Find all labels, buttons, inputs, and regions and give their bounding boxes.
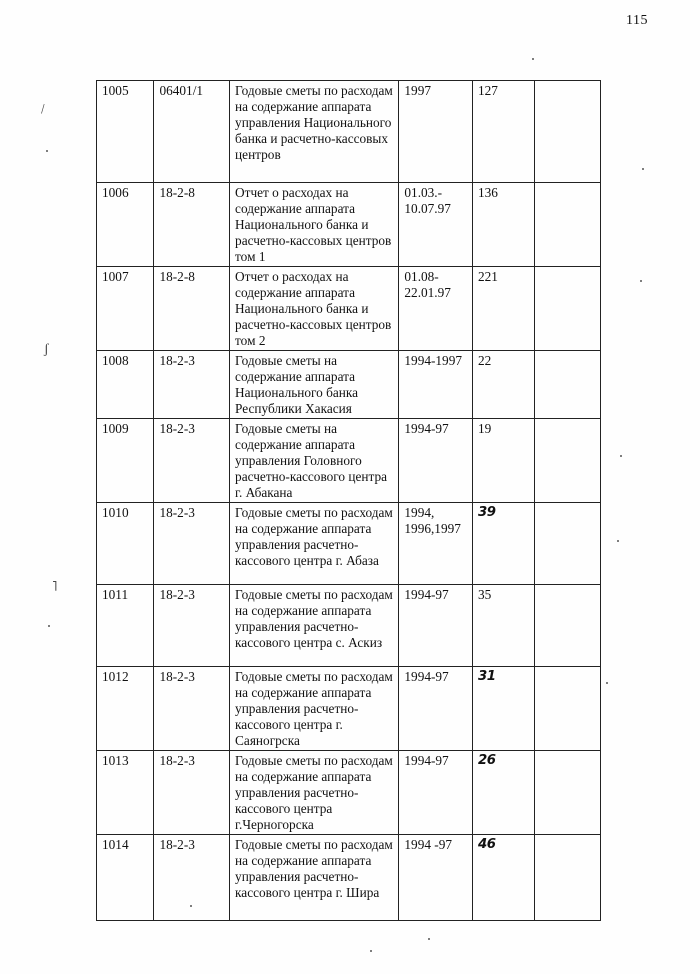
row-title: Годовые сметы по расходам на содержание аппарата управления расчетно-кассового центра г. Шира <box>230 835 399 921</box>
scan-mark: \ <box>36 102 49 117</box>
row-number: 1014 <box>97 835 154 921</box>
table-row <box>97 183 601 267</box>
scan-speck <box>48 625 50 627</box>
row-sheets: 136 <box>472 183 534 267</box>
row-title: Годовые сметы на содержание аппарата Национального банка Республики Хакасия <box>230 351 399 419</box>
row-sheets: 127 <box>472 81 534 183</box>
table-row <box>97 351 601 419</box>
scan-speck <box>428 938 430 940</box>
scan-speck <box>620 455 622 457</box>
row-number: 1012 <box>97 667 154 751</box>
row-dates: 01.03.- 10.07.97 <box>399 183 473 267</box>
row-title: Отчет о расходах на содержание аппарата Национального банка и расчетно-кассовых центров том 1 <box>230 183 399 267</box>
scan-speck <box>640 280 642 282</box>
row-title: Отчет о расходах на содержание аппарата Национального банка и расчетно-кассовых центров том 2 <box>230 267 399 351</box>
row-sheets: 46 <box>472 835 534 921</box>
row-note <box>535 81 601 183</box>
row-title: Годовые сметы по расходам на содержание аппарата управления расчетно-кассового центра с. Аскиз <box>230 585 399 667</box>
row-index-code: 06401/1 <box>154 81 230 183</box>
row-note <box>535 667 601 751</box>
row-dates: 1994, 1996,1997 <box>399 503 473 585</box>
scan-speck <box>642 168 644 170</box>
row-index-code: 18-2-8 <box>154 183 230 267</box>
row-sheets: 26 <box>472 751 534 835</box>
row-number: 1007 <box>97 267 154 351</box>
row-note <box>535 751 601 835</box>
row-dates: 1994-97 <box>399 585 473 667</box>
scan-speck <box>617 540 619 542</box>
row-title: Годовые сметы по расходам на содержание аппарата управления расчетно-кассового центра г.Черногорска <box>230 751 399 835</box>
row-dates: 01.08- 22.01.97 <box>399 267 473 351</box>
table-row <box>97 751 601 835</box>
table-row <box>97 585 601 667</box>
row-note <box>535 183 601 267</box>
row-sheets: 35 <box>472 585 534 667</box>
row-number: 1008 <box>97 351 154 419</box>
table-row <box>97 835 601 921</box>
row-sheets: 19 <box>472 419 534 503</box>
row-title: Годовые сметы по расходам на содержание аппарата управления расчетно-кассового центра г. Абаза <box>230 503 399 585</box>
scan-speck <box>532 58 534 60</box>
table-row <box>97 267 601 351</box>
row-index-code: 18-2-3 <box>154 503 230 585</box>
inventory-table-body <box>97 81 601 921</box>
table-row <box>97 667 601 751</box>
row-number: 1005 <box>97 81 154 183</box>
row-note <box>535 585 601 667</box>
row-note <box>535 351 601 419</box>
row-dates: 1994-1997 <box>399 351 473 419</box>
table-row <box>97 81 601 183</box>
row-index-code: 18-2-3 <box>154 835 230 921</box>
row-sheets: 39 <box>472 503 534 585</box>
inventory-table <box>96 80 601 921</box>
row-note <box>535 267 601 351</box>
scan-speck <box>370 950 372 952</box>
row-dates: 1994 -97 <box>399 835 473 921</box>
row-index-code: 18-2-3 <box>154 751 230 835</box>
row-sheets: 31 <box>472 667 534 751</box>
row-title: Годовые сметы по расходам на содержание аппарата управления расчетно-кассового центра г. Саяногрска <box>230 667 399 751</box>
row-number: 1006 <box>97 183 154 267</box>
row-number: 1011 <box>97 585 154 667</box>
page-number: 115 <box>626 13 648 28</box>
row-title: Годовые сметы на содержание аппарата управления Головного расчетно-кассового центра г. Абакана <box>230 419 399 503</box>
row-index-code: 18-2-3 <box>154 667 230 751</box>
row-dates: 1997 <box>399 81 473 183</box>
row-number: 1009 <box>97 419 154 503</box>
scan-speck <box>46 150 48 152</box>
row-dates: 1994-97 <box>399 751 473 835</box>
row-title: Годовые сметы по расходам на содержание аппарата управления Национального банка и расчетно-кассовых центров <box>230 81 399 183</box>
scan-speck <box>606 682 608 684</box>
row-note <box>535 835 601 921</box>
row-index-code: 18-2-3 <box>154 419 230 503</box>
row-sheets: 22 <box>472 351 534 419</box>
scan-speck <box>190 905 192 907</box>
scan-mark: ʃ <box>44 342 49 357</box>
table-row <box>97 503 601 585</box>
row-number: 1010 <box>97 503 154 585</box>
row-index-code: 18-2-3 <box>154 585 230 667</box>
row-sheets: 221 <box>472 267 534 351</box>
row-index-code: 18-2-3 <box>154 351 230 419</box>
row-dates: 1994-97 <box>399 419 473 503</box>
row-note <box>535 419 601 503</box>
scan-mark: ˥ <box>52 580 58 595</box>
row-note <box>535 503 601 585</box>
row-dates: 1994-97 <box>399 667 473 751</box>
table-row <box>97 419 601 503</box>
row-number: 1013 <box>97 751 154 835</box>
row-index-code: 18-2-8 <box>154 267 230 351</box>
